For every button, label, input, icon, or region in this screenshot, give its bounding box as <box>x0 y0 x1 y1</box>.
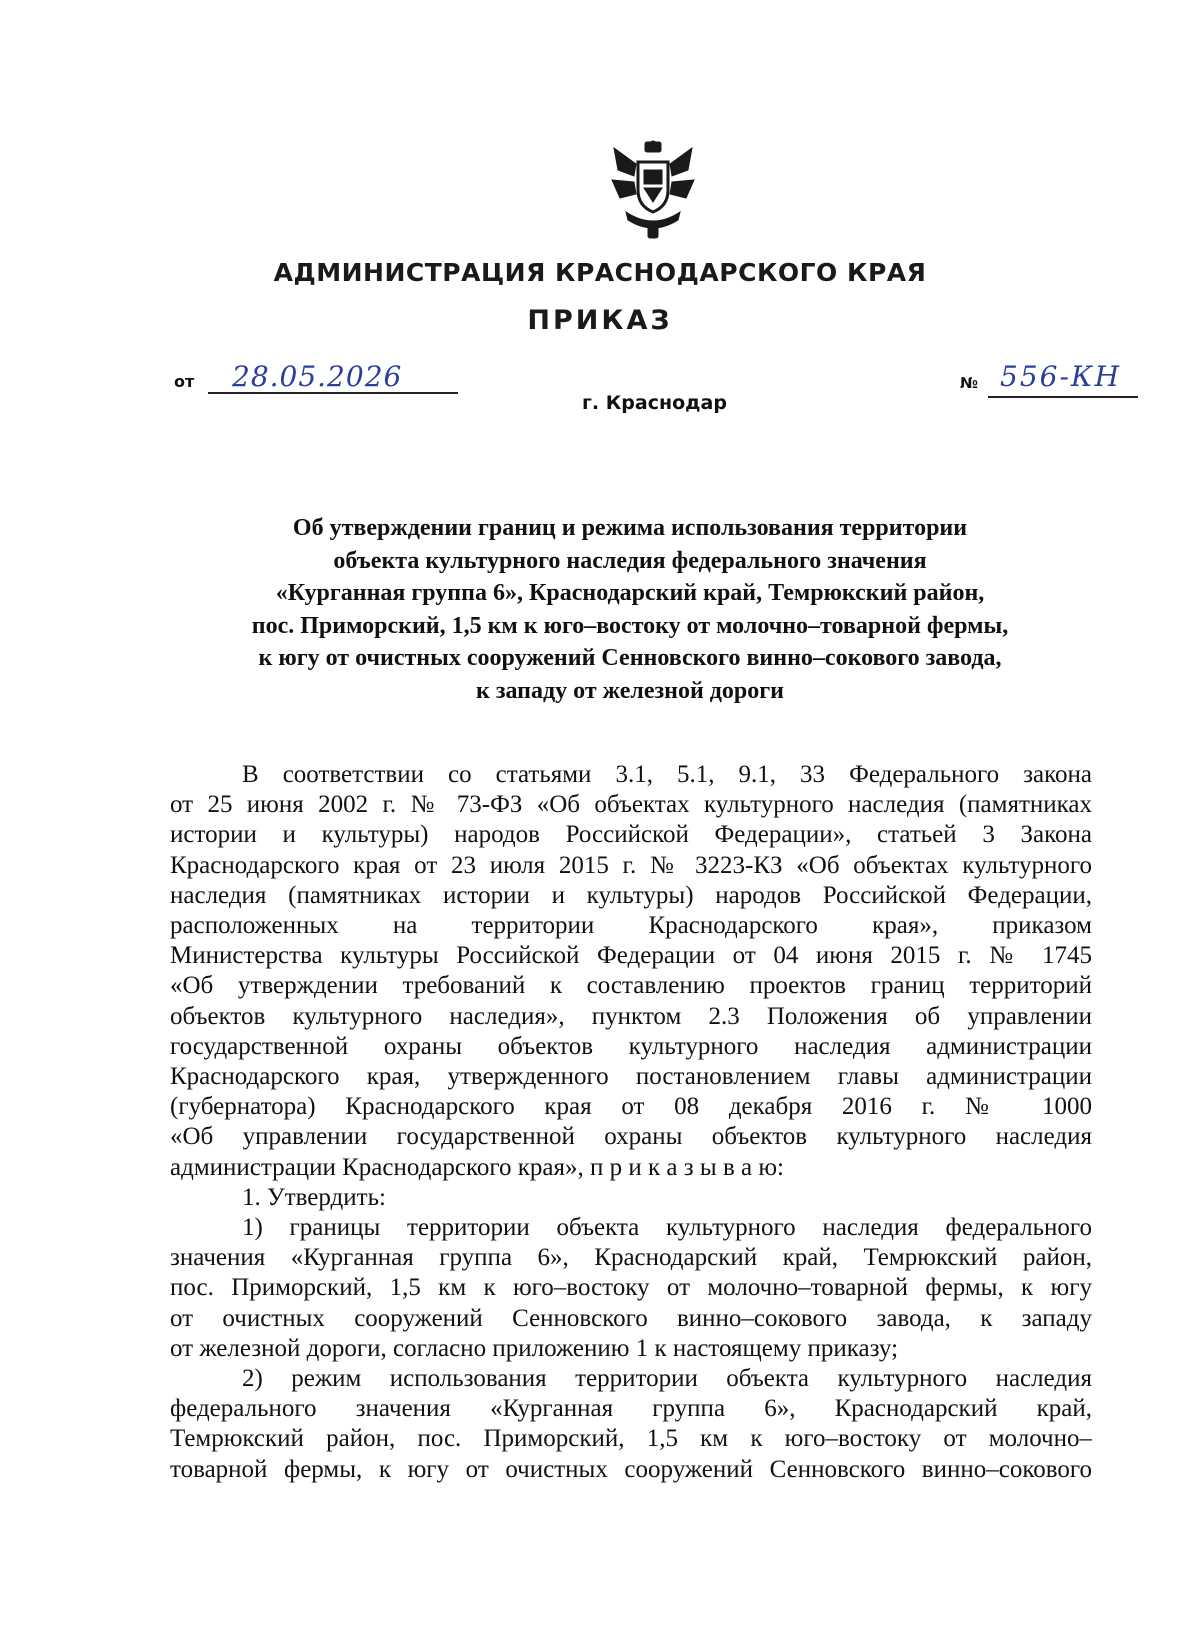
date-value-handwritten: 28.05.2026 <box>232 360 403 393</box>
title-line: объекта культурного наследия федерального значения <box>333 547 927 574</box>
organization-name: АДМИНИСТРАЦИЯ КРАСНОДАРСКОГО КРАЯ <box>273 258 927 287</box>
date-label: от <box>174 372 195 391</box>
body-line: 1) границы территории объекта культурного наследия федерального <box>242 1214 1092 1242</box>
body-line: от 25 июня 2002 г. № 73-ФЗ «Об объектах культурного наследия (памятниках <box>170 791 1092 819</box>
body-line: значения «Курганная группа 6», Краснодарский край, Темрюкский район, <box>170 1244 1092 1272</box>
body-line: «Об утверждении требований к составлению проектов границ территорий <box>170 972 1092 1000</box>
number-label: № <box>960 374 979 392</box>
title-line: к западу от железной дороги <box>476 677 784 704</box>
body-line: Темрюкский район, пос. Приморский, 1,5 км к юго–востоку от молочно– <box>170 1425 1092 1453</box>
body-line: федерального значения «Курганная группа 6», Краснодарский край, <box>170 1395 1092 1423</box>
body-line: 2) режим использования территории объекта культурного наследия <box>242 1365 1092 1393</box>
body-line: «Об управлении государственной охраны объектов культурного наследия <box>170 1123 1092 1151</box>
body-line: Министерства культуры Российской Федерации от 04 июня 2015 г. № 1745 <box>170 942 1092 970</box>
body-line: государственной охраны объектов культурного наследия администрации <box>170 1032 1092 1060</box>
document-body <box>170 760 1092 1485</box>
document-title <box>170 512 1090 707</box>
title-line: пос. Приморский, 1,5 км к юго–востоку от молочно–товарной фермы, <box>251 612 1009 639</box>
city-label: г. Краснодар <box>582 392 727 414</box>
title-line: «Курганная группа 6», Краснодарский край, Темрюкский район, <box>275 580 985 606</box>
title-line: Об утверждении границ и режима использования территории <box>292 515 968 541</box>
document-type: ПРИКАЗ <box>527 305 673 336</box>
body-line: пос. Приморский, 1,5 км к юго–востоку от молочно–товарной фермы, к югу <box>170 1274 1092 1302</box>
number-underline <box>988 396 1138 398</box>
coat-of-arms-emblem <box>608 140 698 240</box>
body-line: от железной дороги, согласно приложению 1 к настоящему приказу; <box>170 1334 899 1362</box>
body-line: Краснодарского края, утвержденного постановлением главы администрации <box>170 1063 1092 1091</box>
body-line: администрации Краснодарского края», п р и к а з ы в а ю: <box>170 1153 784 1181</box>
body-line: от очистных сооружений Сенновского винно–сокового завода, к западу <box>170 1304 1092 1332</box>
body-line: Краснодарского края от 23 июля 2015 г. № 3223-КЗ «Об объектах культурного <box>170 851 1092 879</box>
body-line: объектов культурного наследия», пунктом 2.3 Положения об управлении <box>170 1002 1092 1030</box>
body-line: расположенных на территории Краснодарского края», приказом <box>170 912 1092 940</box>
body-line: (губернатора) Краснодарского края от 08 декабря 2016 г. № 1000 <box>170 1093 1092 1121</box>
body-line: товарной фермы, к югу от очистных сооружений Сенновского винно–сокового <box>170 1455 1092 1483</box>
body-line: В соответствии со статьями 3.1, 5.1, 9.1, 33 Федерального закона <box>242 761 1092 788</box>
body-line: истории и культуры) народов Российской Федерации», статьей 3 Закона <box>170 821 1092 849</box>
body-line: наследия (памятниках истории и культуры) народов Российской Федерации, <box>170 881 1092 909</box>
number-value-handwritten: 556-КН <box>1000 360 1121 393</box>
body-line: 1. Утвердить: <box>242 1183 386 1211</box>
title-line: к югу от очистных сооружений Сенновского винно–сокового завода, <box>258 645 1002 671</box>
